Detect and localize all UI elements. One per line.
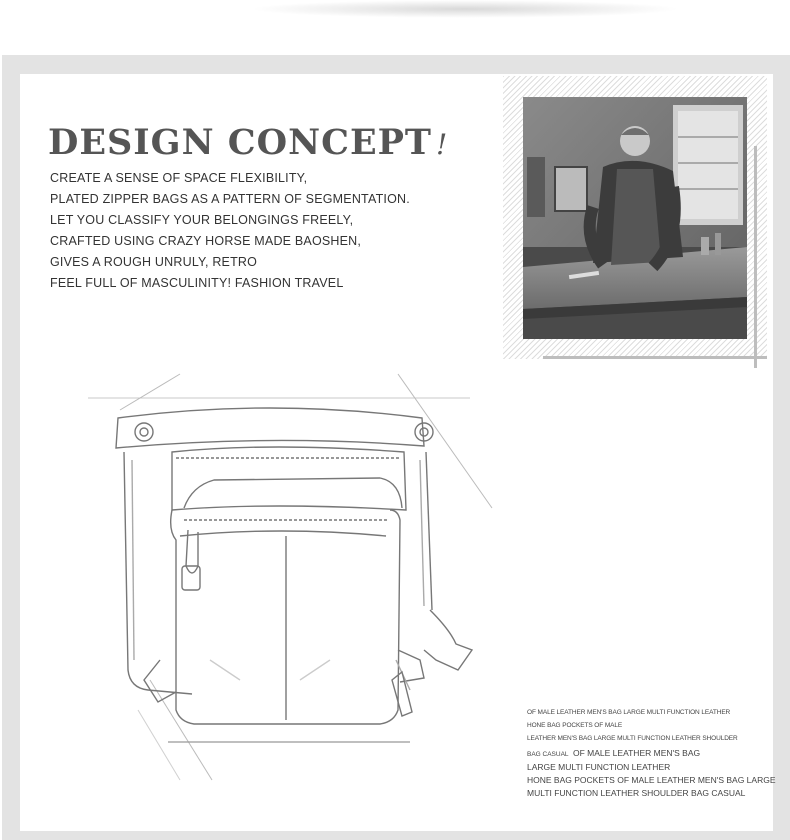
title-mark: ! [435,128,449,161]
keyword-line: HONE BAG POCKETS OF MALE [527,722,623,729]
concept-line: CRAFTED USING CRAZY HORSE MADE BAOSHEN, [50,234,362,248]
bag-sketch [80,360,520,790]
title-text: DESIGN CONCEPT [48,122,432,163]
concept-line: CREATE A SENSE OF SPACE FLEXIBILITY, [50,171,308,185]
keyword-line-mixed [527,745,777,761]
keyword-line: HONE BAG POCKETS OF MALE LEATHER MEN'S BAG LARGE [527,775,776,785]
keyword-line-normal-part: OF MALE LEATHER MEN'S BAG [573,748,701,758]
keyword-line: MULTI FUNCTION LEATHER SHOULDER BAG CASUAL [527,788,746,798]
keyword-line: LARGE MULTI FUNCTION LEATHER [527,762,671,772]
top-shadow [250,0,680,18]
concept-line: PLATED ZIPPER BAGS AS A PATTERN OF SEGMENTATION. [50,192,410,206]
craftsman-photo [523,97,747,339]
concept-text-list [50,168,480,294]
accent-line-horizontal [543,356,767,359]
keyword-text-block [527,706,777,800]
accent-line-vertical [754,146,757,368]
concept-line: LET YOU CLASSIFY YOUR BELONGINGS FREELY, [50,213,354,227]
keyword-line: OF MALE LEATHER MEN'S BAG LARGE MULTI FUNCTION LEATHER [527,709,731,716]
bag-sketch-drawing [80,360,520,790]
concept-line: GIVES A ROUGH UNRULY, RETRO [50,255,258,269]
craftsman-illustration [523,97,747,339]
concept-line: FEEL FULL OF MASCULINITY! FASHION TRAVEL [50,276,344,290]
top-strip [0,0,790,55]
design-concept-title [48,122,448,163]
keyword-line-small-part: BAG CASUAL [527,751,569,758]
keyword-line: LEATHER MEN'S BAG LARGE MULTI FUNCTION LEATHER SHOULDER [527,735,738,742]
